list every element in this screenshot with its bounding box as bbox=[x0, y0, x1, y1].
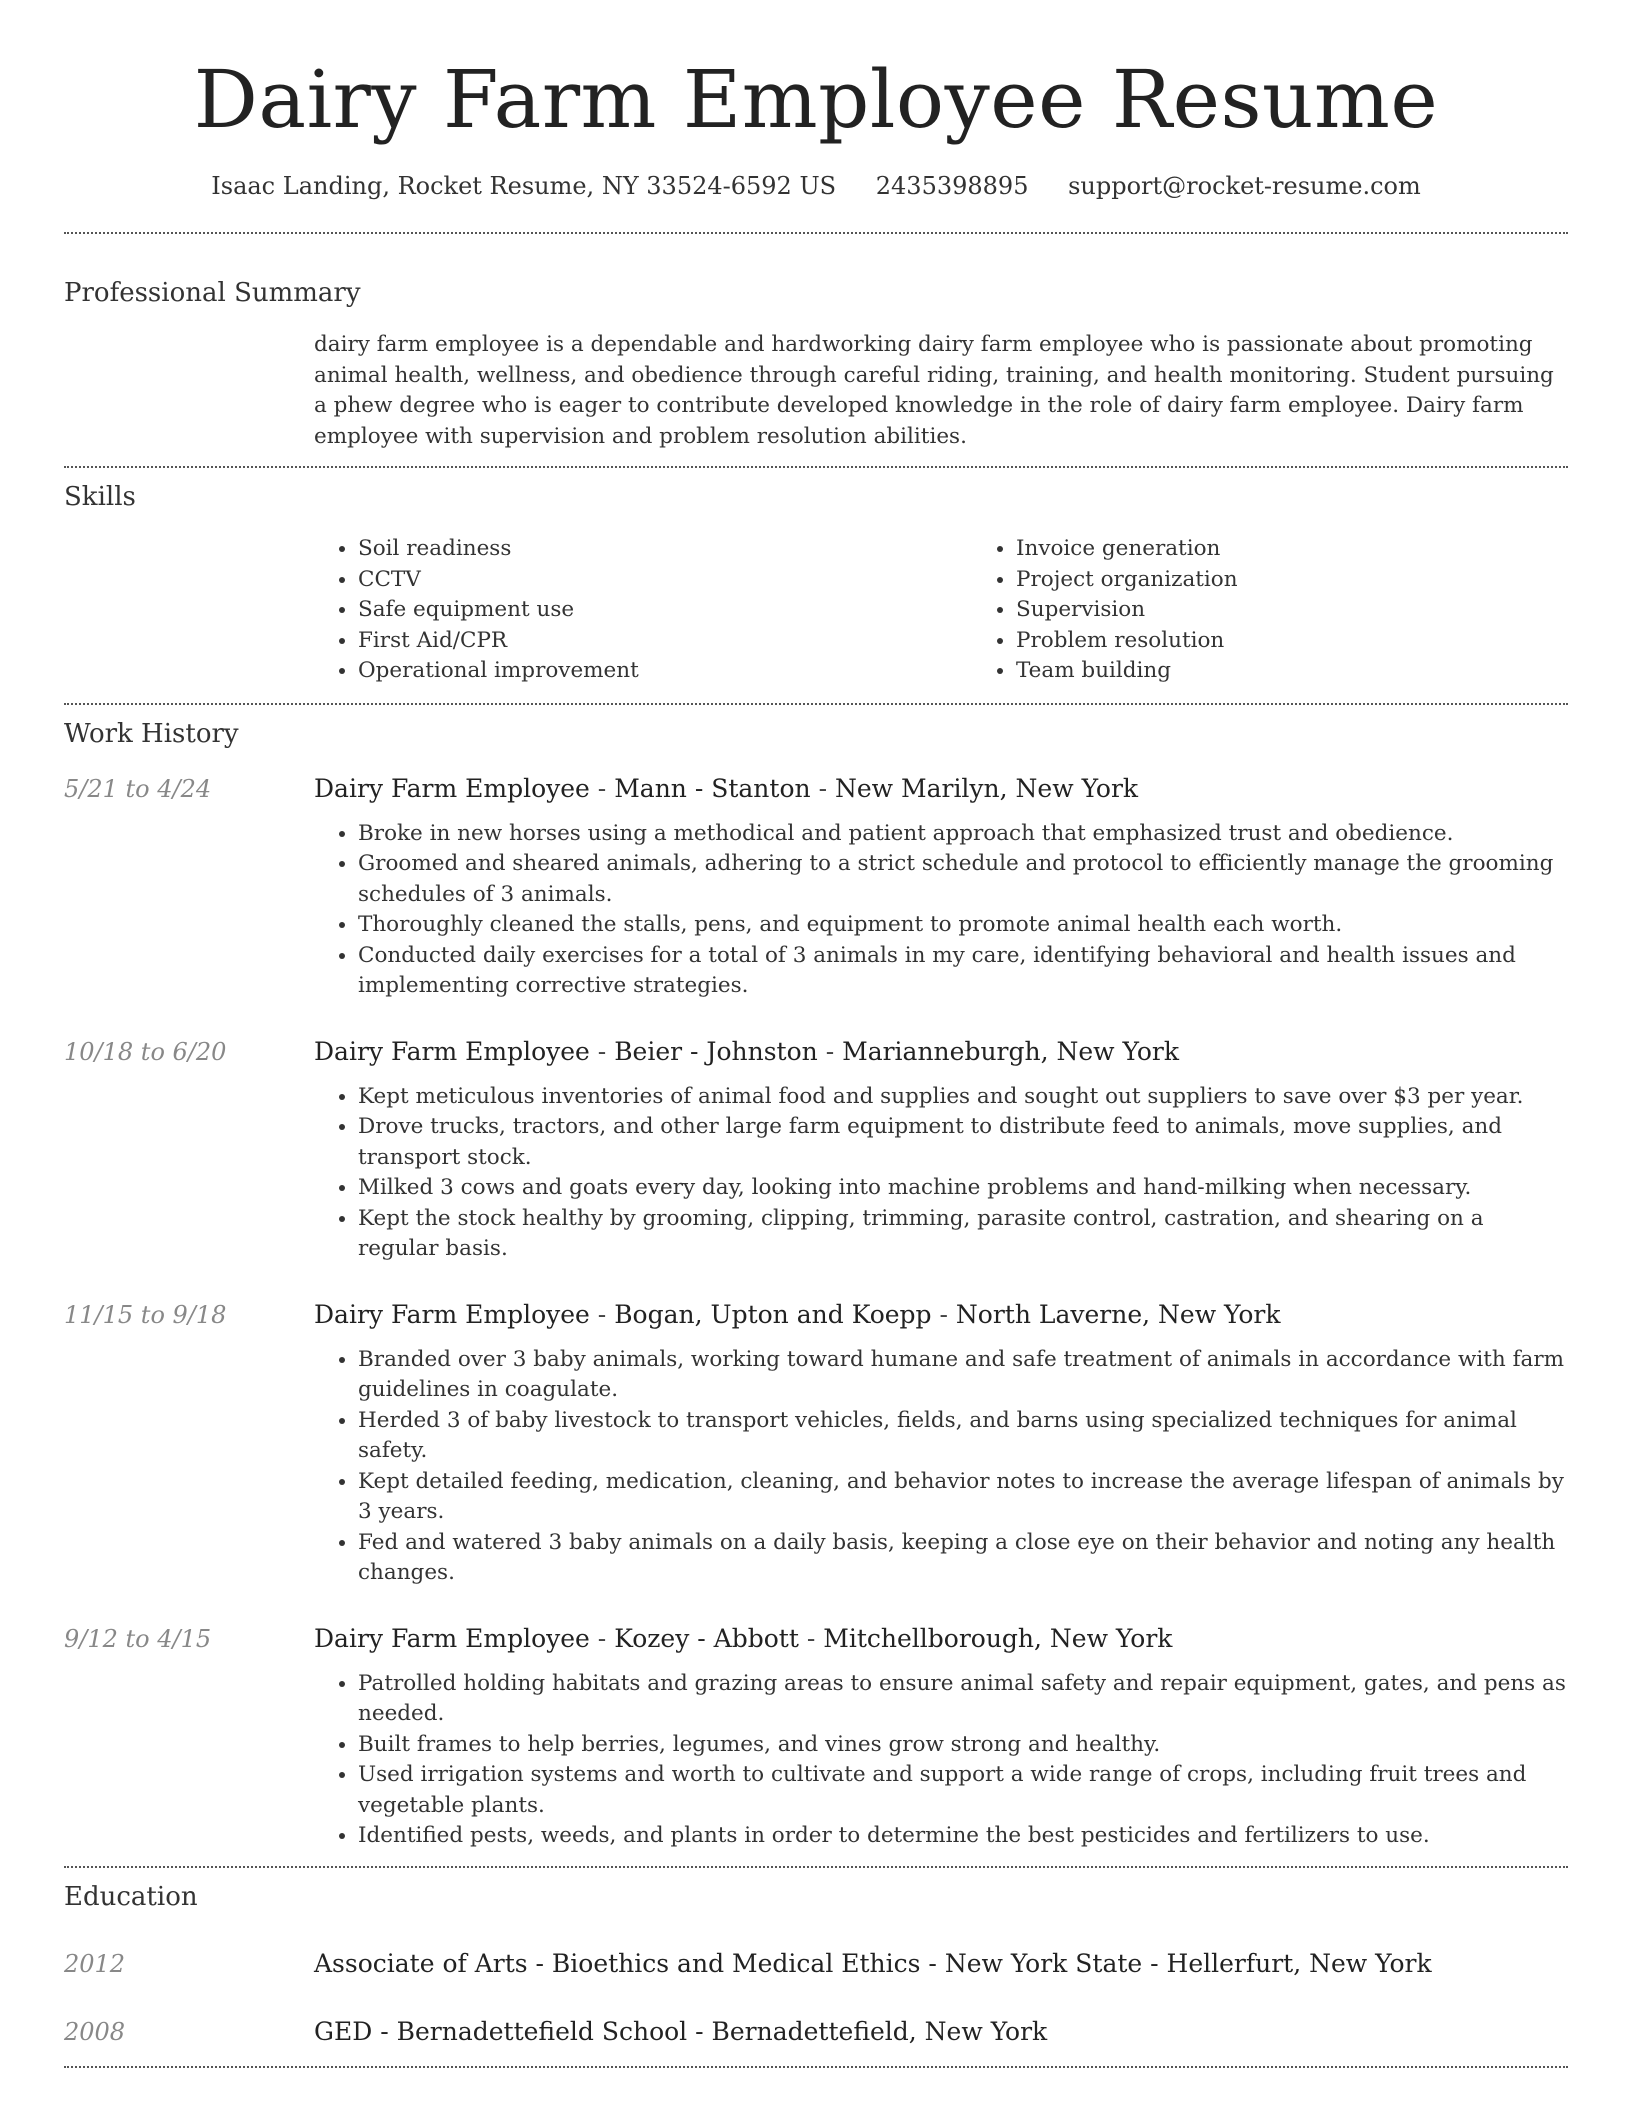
education-school: New York State bbox=[944, 1948, 1143, 1978]
job-bullet: • Fed and watered 3 baby animals on a daily basis, keeping a close eye on their behavior and noting any health changes. bbox=[358, 1528, 1568, 1589]
job-title: Dairy Farm Employee bbox=[314, 1623, 590, 1653]
job-bullets bbox=[314, 1345, 1568, 1589]
education-location: Bernadettefield, New York bbox=[711, 2016, 1048, 2046]
job-bullet: • Conducted daily exercises for a total of 3 animals in my care, identifying behavioral and health issues and implementing corrective strategies. bbox=[358, 941, 1568, 1002]
skill-item: • Safe equipment use bbox=[358, 595, 972, 626]
job-location: Marianneburgh, New York bbox=[842, 1036, 1179, 1066]
job-company: Kozey - Abbott bbox=[614, 1623, 799, 1653]
education-heading-line: GED - Bernadettefield School - Bernadettefield, New York bbox=[314, 2016, 1048, 2046]
job-company: Beier - Johnston bbox=[614, 1036, 818, 1066]
job-bullet: • Used irrigation systems and worth to cultivate and support a wide range of crops, including fruit trees and vegetable plants. bbox=[358, 1760, 1568, 1821]
education-entry bbox=[64, 2016, 1568, 2048]
job-entry bbox=[64, 1623, 1568, 1852]
job-company: Mann - Stanton bbox=[614, 773, 811, 803]
job-bullet: • Kept detailed feeding, medication, cleaning, and behavior notes to increase the average lifespan of animals by 3 years. bbox=[358, 1467, 1568, 1528]
contact-phone: 2435398895 bbox=[875, 172, 1029, 200]
skill-item: • CCTV bbox=[358, 565, 972, 596]
education-year: 2008 bbox=[64, 2017, 126, 2046]
skill-item: • First Aid/CPR bbox=[358, 626, 972, 657]
contact-address: Isaac Landing, Rocket Resume, NY 33524-6592 US bbox=[211, 172, 837, 200]
job-bullet: • Patrolled holding habitats and grazing areas to ensure animal safety and repair equipment, gates, and pens as needed. bbox=[358, 1669, 1568, 1730]
job-heading: Dairy Farm Employee - Bogan, Upton and Koepp - North Laverne, New York bbox=[314, 1299, 1281, 1329]
job-bullet: • Identified pests, weeds, and plants in order to determine the best pesticides and fertilizers to use. bbox=[358, 1821, 1568, 1852]
job-bullet: • Herded 3 of baby livestock to transport vehicles, fields, and barns using specialized techniques for animal safety. bbox=[358, 1406, 1568, 1467]
summary-text: dairy farm employee is a dependable and hardworking dairy farm employee who is passionate about promoting animal health, wellness, and obedience through careful riding, training, and health monitoring. Student pursuing a phew degree who is eager to contribute developed knowledge in the role of dairy farm employee. Dairy farm employee with supervision and problem resolution abilities. bbox=[314, 332, 1554, 449]
job-bullets bbox=[314, 819, 1568, 1002]
job-bullets bbox=[314, 1669, 1568, 1852]
education-degree: GED bbox=[314, 2016, 373, 2046]
job-bullet: • Broke in new horses using a methodical and patient approach that emphasized trust and obedience. bbox=[358, 819, 1568, 850]
skill-item: • Supervision bbox=[1016, 595, 1568, 626]
education-school: Bernadettefield School bbox=[396, 2016, 688, 2046]
summary-heading: Professional Summary bbox=[64, 278, 361, 308]
job-title: Dairy Farm Employee bbox=[314, 773, 590, 803]
job-bullet: • Kept the stock healthy by grooming, clipping, trimming, parasite control, castration, and shearing on a regular basis. bbox=[358, 1204, 1568, 1265]
job-location: New Marilyn, New York bbox=[834, 773, 1139, 803]
job-bullet: • Groomed and sheared animals, adhering to a strict schedule and protocol to efficiently manage the grooming schedules of 3 animals. bbox=[358, 849, 1568, 910]
job-bullet: • Branded over 3 baby animals, working toward humane and safe treatment of animals in accordance with farm guidelines in coagulate. bbox=[358, 1345, 1568, 1406]
education-section bbox=[64, 1868, 1568, 2066]
job-location: North Laverne, New York bbox=[955, 1299, 1281, 1329]
skill-item: • Project organization bbox=[1016, 565, 1568, 596]
job-entry bbox=[64, 1299, 1568, 1589]
education-location: Hellerfurt, New York bbox=[1166, 1948, 1432, 1978]
section-divider bbox=[64, 2066, 1568, 2068]
education-degree: Associate of Arts - Bioethics and Medical Ethics bbox=[314, 1948, 921, 1978]
job-dates: 10/18 to 6/20 bbox=[64, 1037, 227, 1066]
job-bullets bbox=[314, 1082, 1568, 1265]
job-entry bbox=[64, 773, 1568, 1002]
job-heading: Dairy Farm Employee - Mann - Stanton - New Marilyn, New York bbox=[314, 773, 1139, 803]
resume-title: Dairy Farm Employee Resume bbox=[193, 53, 1439, 146]
job-bullet: • Milked 3 cows and goats every day, looking into machine problems and hand-milking when necessary. bbox=[358, 1173, 1568, 1204]
job-heading: Dairy Farm Employee - Kozey - Abbott - Mitchellborough, New York bbox=[314, 1623, 1173, 1653]
job-bullet: • Thoroughly cleaned the stalls, pens, and equipment to promote animal health each worth. bbox=[358, 910, 1568, 941]
skill-item: • Problem resolution bbox=[1016, 626, 1568, 657]
job-title: Dairy Farm Employee bbox=[314, 1036, 590, 1066]
education-entry bbox=[64, 1948, 1568, 1980]
job-company: Bogan, Upton and Koepp bbox=[614, 1299, 932, 1329]
education-heading-line: Associate of Arts - Bioethics and Medical Ethics - New York State - Hellerfurt, New York bbox=[314, 1948, 1432, 1978]
job-entry bbox=[64, 1036, 1568, 1265]
skills-heading: Skills bbox=[64, 482, 136, 512]
job-bullet: • Drove trucks, tractors, and other large farm equipment to distribute feed to animals, move supplies, and transport stock. bbox=[358, 1112, 1568, 1173]
job-location: Mitchellborough, New York bbox=[823, 1623, 1173, 1653]
contact-line bbox=[64, 170, 1568, 202]
skills-grid bbox=[314, 534, 1568, 687]
job-dates: 9/12 to 4/15 bbox=[64, 1624, 212, 1653]
contact-email: support@rocket-resume.com bbox=[1068, 172, 1421, 200]
job-bullet: • Built frames to help berries, legumes, and vines grow strong and healthy. bbox=[358, 1730, 1568, 1761]
skill-item: • Team building bbox=[1016, 656, 1568, 687]
education-year: 2012 bbox=[64, 1949, 126, 1978]
skill-item: • Invoice generation bbox=[1016, 534, 1568, 565]
job-dates: 11/15 to 9/18 bbox=[64, 1300, 227, 1329]
job-dates: 5/21 to 4/24 bbox=[64, 774, 212, 803]
skill-item: • Operational improvement bbox=[358, 656, 972, 687]
work-section bbox=[64, 705, 1568, 1866]
job-heading: Dairy Farm Employee - Beier - Johnston - Marianneburgh, New York bbox=[314, 1036, 1179, 1066]
skill-item: • Soil readiness bbox=[358, 534, 972, 565]
skills-list-right bbox=[972, 534, 1568, 687]
job-title: Dairy Farm Employee bbox=[314, 1299, 590, 1329]
skills-section bbox=[64, 468, 1568, 703]
summary-section bbox=[64, 234, 1568, 466]
work-heading: Work History bbox=[64, 718, 239, 749]
job-bullet: • Kept meticulous inventories of animal food and supplies and sought out suppliers to save over $3 per year. bbox=[358, 1082, 1568, 1113]
skills-list-left bbox=[314, 534, 972, 687]
education-heading: Education bbox=[64, 1881, 198, 1912]
